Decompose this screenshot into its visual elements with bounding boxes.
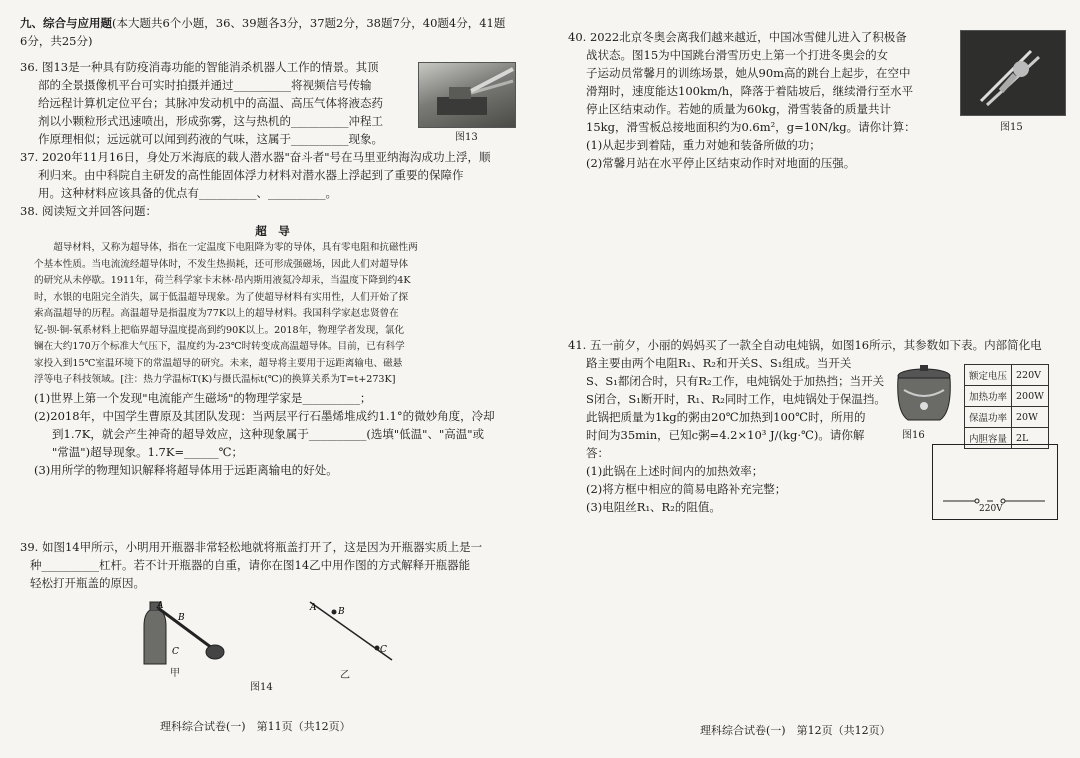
q38-intro: 38. 阅读短文并回答问题： [20, 204, 157, 218]
article-title: 超 导 [255, 224, 290, 238]
robot-photo [418, 62, 516, 128]
article-line: 家投入到15℃室温环境下的常温超导的研究。未来，超导将主要用于远距离输电、磁悬 [34, 357, 403, 369]
spec-value: 220V [1012, 365, 1049, 386]
spec-label: 内胆容量 [965, 428, 1012, 449]
q40-line: 40. 2022北京冬奥会离我们越来越近，中国冰雪健儿进入了积极备 [568, 30, 907, 44]
q39-line: 种__________杠杆。若不计开瓶器的自重，请你在图14乙中用作图的方式解释开瓶器能 [30, 558, 471, 572]
article-line: 个基本性质。当电流流经超导体时，不发生热损耗，还可形成强磁场，因此人们对超导体 [34, 258, 409, 270]
spec-label: 加热功率 [965, 386, 1012, 407]
page-footer-11: 理科综合试卷(一) 第11页（共12页） [160, 720, 351, 733]
figure-16-caption: 图16 [902, 430, 925, 441]
article-line: 浮等电子科技领域。[注：热力学温标T(K)与摄氏温标t(℃)的换算关系为T=t+273K] [34, 374, 396, 385]
q38-sub-2: (2)2018年，中国学生曹原及其团队发现：当两层平行石墨烯堆成约1.1°的微妙角度，冷却 [34, 408, 495, 423]
spec-table [964, 364, 1049, 449]
figure-14-caption: 图14 [250, 682, 273, 693]
q41-line: S闭合，S₁断开时，R₁、R₂同时工作，电炖锅处于保温挡。 [586, 392, 886, 406]
q39-line: 轻松打开瓶盖的原因。 [30, 576, 145, 590]
q40-line: 子运动员常馨月的训练场景，她从90m高的跳台上起步，在空中 [586, 66, 911, 80]
point-b-label: B [178, 613, 185, 623]
q38-sub-2-cont: "常温")超导现象。1.7K=______℃； [52, 444, 243, 459]
section-header [20, 14, 525, 50]
spec-label: 保温功率 [965, 407, 1012, 428]
question-36 [20, 58, 415, 148]
q37-line: 37. 2020年11月16日，身处万米海底的载人潜水器"奋斗者"号在马里亚纳海沟成功上浮，顺 [20, 150, 491, 164]
article-line: 的研究从未停歇。1911年，荷兰科学家卡末林·昂内斯用液氦冷却汞，当温度下降到约4K [34, 275, 411, 286]
question-40 [568, 28, 958, 172]
point-a-label: A [157, 601, 164, 611]
q36-line: 作原理相似；远远就可以闻到药液的气味，这属于__________现象。 [38, 132, 383, 146]
q37-line: 利归来。由中科院自主研发的高性能固体浮力材料对潜水器上浮起到了重要的保障作 [38, 168, 464, 182]
ski-jumper-illustration [961, 31, 1065, 115]
q40-line: 战状态。图15为中国跳台滑雪历史上第一个打进冬奥会的女 [586, 48, 889, 62]
figure-jia-label: 甲 [170, 668, 180, 679]
q36-line: 剂以小颗粒形式迅速喷出，形成弥雾，这与热机的__________冲程工 [38, 114, 383, 128]
table-row [965, 407, 1049, 428]
spec-value: 200W [1012, 386, 1049, 407]
q41-line: 时间为35min，已知c粥=4.2×10³ J/(kg·℃)。请你解答： [586, 428, 865, 460]
spec-label: 额定电压 [965, 365, 1012, 386]
point-c-label: C [380, 645, 387, 655]
table-row [965, 365, 1049, 386]
right-page [540, 0, 1080, 758]
point-c-label: C [172, 647, 179, 657]
q36-line: 给远程计算机定位平台；其脉冲发动机中的高温、高压气体将液态药 [38, 96, 383, 110]
q41-sub-2: (2)将方框中相应的简易电路补充完整； [586, 482, 787, 496]
article-line: 索高温超导的历程。高温超导是指温度为77K以上的超导材料。我国科学家赵忠贤曾在 [34, 308, 399, 319]
q41-line: 路主要由两个电阻R₁、R₂和开关S、S₁组成。当开关 [586, 356, 852, 370]
q40-sub-2: (2)常馨月站在水平停止区结束动作时对地面的压强。 [586, 156, 856, 170]
q40-line: 滑翔时，速度能达100km/h，降落于着陆坡后，继续滑行至水平 [586, 84, 914, 98]
question-37 [20, 148, 525, 202]
lever-diagram [300, 596, 400, 666]
figure-yi-label: 乙 [340, 670, 350, 681]
q36-line: 部的全景摄像机平台可实时拍摄并通过__________将视频信号传输 [38, 78, 372, 92]
q41-sub-3: (3)电阻丝R₁、R₂的阻值。 [586, 500, 721, 514]
article-line: 镧在大约170万个标准大气压下，温度约为-23℃时转变成高温超导体。目前，已有科学 [34, 341, 405, 352]
table-row [965, 386, 1049, 407]
article-body [20, 240, 526, 389]
section-note-2: 6分，共25分) [20, 34, 93, 48]
q38-sub-2-cont: 到1.7K，就会产生神奇的超导效应，这种现象属于__________(选填"低温"、"高温"或 [52, 426, 485, 441]
q37-line: 用。这种材料应该具备的优点有__________、__________。 [38, 186, 337, 200]
page-footer-12: 理科综合试卷(一) 第12页（共12页） [700, 724, 891, 737]
section-title: 九、综合与应用题 [20, 16, 112, 30]
figure-15-caption: 图15 [1000, 122, 1023, 133]
q40-sub-1: (1)从起步到着陆，重力对她和装备所做的功； [586, 138, 821, 152]
question-39 [20, 538, 525, 592]
slow-cooker-image [890, 362, 958, 426]
point-b-label: B [338, 607, 345, 617]
circuit-voltage-label: 220V [979, 504, 1003, 514]
figure-13-caption: 图13 [455, 132, 478, 143]
point-a-label: A [310, 603, 317, 613]
q36-line: 36. 图13是一种具有防疫消毒功能的智能消杀机器人工作的情景。其顶 [20, 60, 379, 74]
q41-line: 41. 五一前夕，小丽的妈妈买了一款全自动电炖锅，如图16所示，其参数如下表。内部简化电 [568, 338, 1042, 352]
question-41-body [586, 354, 886, 516]
spec-value: 2L [1012, 428, 1049, 449]
q40-line: 停止区结束动作。若她的质量为60kg，滑雪装备的质量共计 [586, 102, 891, 116]
q41-sub-1: (1)此锅在上述时间内的加热效率； [586, 464, 764, 478]
q41-line: 此锅把质量为1kg的粥由20℃加热到100℃时，所用的 [586, 410, 866, 424]
question-38 [20, 202, 525, 479]
article-line: 钇-钡-铜-氧系材料上把临界超导温度提高到约90K以上。2018年，物理学者发现，氯化 [34, 324, 405, 336]
q38-sub-1: (1)世界上第一个发现"电流能产生磁场"的物理学家是__________； [34, 390, 372, 405]
circuit-answer-box [932, 444, 1058, 520]
bottle-opener-figure [130, 596, 230, 666]
ski-jump-photo [960, 30, 1066, 116]
article-line: 超导材料，又称为超导体，指在一定温度下电阻降为零的导体，具有零电阻和抗磁性两 [53, 242, 418, 253]
q40-line: 15kg，滑雪板总接地面积约为0.6m²，g=10N/kg。请你计算： [586, 120, 916, 134]
article-line: 时，水银的电阻完全消失，属于低温超导现象。为了使超导材料有实用性，人们开始了探 [34, 291, 409, 303]
spec-value: 20W [1012, 407, 1049, 428]
robot-illustration [419, 63, 515, 127]
section-note-1: (本大题共6个小题，36、39题各3分，37题2分，38题7分，40题4分，41题 [112, 16, 506, 30]
question-41 [568, 336, 1078, 354]
q39-line: 39. 如图14甲所示，小明用开瓶器非常轻松地就将瓶盖打开了，这是因为开瓶器实质上是一 [20, 540, 483, 554]
q38-sub-3: (3)用所学的物理知识解释将超导体用于远距离输电的好处。 [34, 462, 338, 477]
q41-line: S、S₁都闭合时，只有R₂工作，电炖锅处于加热挡；当开关 [586, 374, 885, 388]
